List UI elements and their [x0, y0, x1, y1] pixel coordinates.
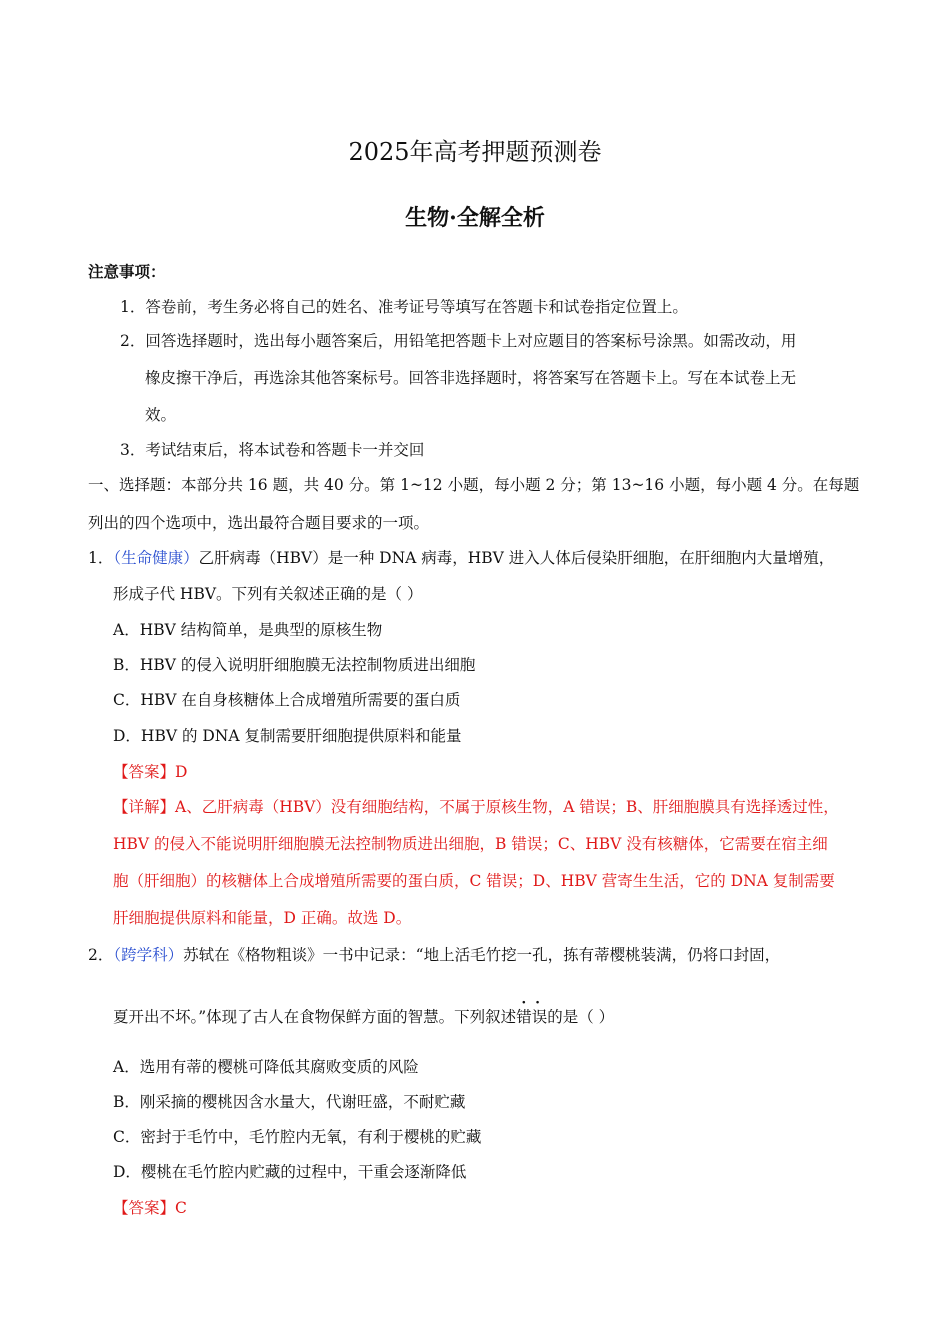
question-1-explanation-line-3: 胞（肝细胞）的核糖体上合成增殖所需要的蛋白质，C 错误；D、HBV 营寄生生活，它的 DNA 复制需要: [113, 872, 835, 890]
question-2-tag: （跨学科）: [113, 946, 184, 964]
question-2-option-b: B．刚采摘的樱桃因含水量大，代谢旺盛，不耐贮藏: [113, 1093, 466, 1111]
question-2-option-d: D．樱桃在毛竹腔内贮藏的过程中，干重会逐渐降低: [113, 1163, 467, 1181]
question-1-explanation-line-4: 肝细胞提供原料和能量，D 正确。故选 D。: [113, 909, 412, 927]
question-1-stem-text: 乙肝病毒（HBV）是一种 DNA 病毒，HBV 进入人体后侵染肝细胞，在肝细胞内大量增殖，: [198, 549, 835, 567]
question-2-stem-text: 苏轼在《格物粗谈》一书中记录：“地上活毛竹挖一孔，拣有蒂樱桃装满，仍将口封固，: [183, 946, 781, 964]
question-1-option-b: B．HBV 的侵入说明肝细胞膜无法控制物质进出细胞: [113, 656, 476, 674]
notice-item-3: 3．考试结束后，将本试卷和答题卡一并交回: [120, 441, 425, 459]
question-2-stem-line-1: [88, 945, 780, 965]
question-1-stem-line-1: [88, 548, 834, 568]
question-2-stem-pre: 夏开出不坏。”体现了古人在食物保鲜方面的智慧。下列叙述: [113, 1008, 517, 1026]
notice-item-1: 1．答卷前，考生务必将自己的姓名、准考证号等填写在答题卡和试卷指定位置上。: [120, 298, 688, 316]
notice-item-2-line-2: 橡皮擦干净后，再选涂其他答案标号。回答非选择题时，将答案写在答题卡上。写在本试卷上无: [145, 369, 797, 387]
section-heading-line-2: 列出的四个选项中，选出最符合题目要求的一项。: [88, 514, 430, 532]
question-1-tag: （生命健康）: [113, 549, 199, 567]
question-2-stem-line-2: [113, 1007, 614, 1027]
page-title: 2025年高考押题预测卷: [348, 138, 602, 166]
question-1-explanation-line-1: 【详解】A、乙肝病毒（HBV）没有细胞结构，不属于原核生物，A 错误；B、肝细胞膜具有选择透过性，: [113, 798, 839, 816]
question-2-number: 2．: [88, 946, 114, 964]
question-2-stem-post: 的是（ ）: [547, 1008, 615, 1026]
question-2-option-c: C．密封于毛竹中，毛竹腔内无氧，有利于樱桃的贮藏: [113, 1128, 482, 1146]
question-1-option-d: D．HBV 的 DNA 复制需要肝细胞提供原料和能量: [113, 727, 462, 745]
question-1-explanation-line-2: HBV 的侵入不能说明肝细胞膜无法控制物质进出细胞，B 错误；C、HBV 没有核糖体，它需要在宿主细: [113, 835, 828, 853]
page-subtitle: 生物·全解全析: [405, 205, 545, 231]
question-2-emphasis-word: · · 错误: [516, 1007, 547, 1027]
question-2-answer: 【答案】C: [113, 1199, 187, 1217]
question-1-number: 1．: [88, 549, 114, 567]
notice-item-2-line-3: 效。: [145, 406, 177, 424]
question-1-option-a: A．HBV 结构简单，是典型的原核生物: [113, 621, 383, 639]
notice-heading: 注意事项：: [88, 262, 166, 281]
question-1-option-c: C．HBV 在自身核糖体上合成增殖所需要的蛋白质: [113, 691, 461, 709]
question-1-stem-line-2: 形成子代 HBV。下列有关叙述正确的是（ ）: [113, 585, 423, 603]
section-heading-line-1: 一、选择题：本部分共 16 题，共 40 分。第 1~12 小题，每小题 2 分；第 13~16 小题，每小题 4 分。在每题: [88, 476, 860, 494]
question-1-answer: 【答案】D: [113, 763, 188, 781]
question-2-option-a: A．选用有蒂的樱桃可降低其腐败变质的风险: [113, 1058, 419, 1076]
notice-item-2-line-1: 2．回答选择题时，选出每小题答案后，用铅笔把答题卡上对应题目的答案标号涂黑。如需改动，用: [120, 332, 797, 350]
